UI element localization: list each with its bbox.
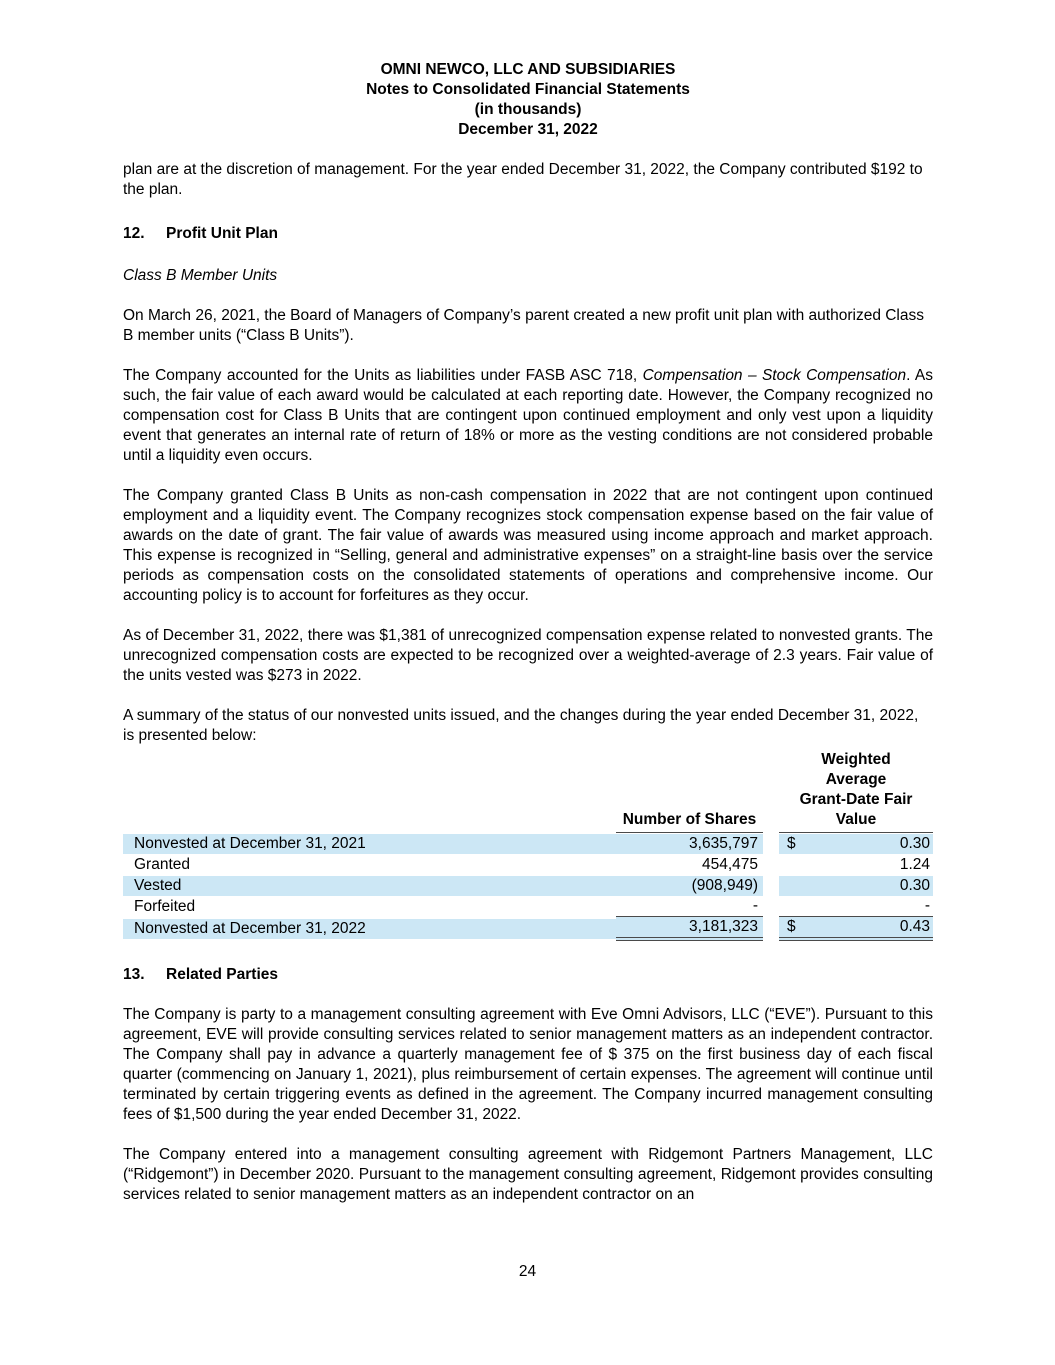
value-header-line-1: Weighted <box>821 751 891 768</box>
value-header-line-2: Average <box>825 771 887 788</box>
value-header-line-4: Value <box>835 811 877 828</box>
section-13-heading <box>123 965 933 985</box>
statement-date: December 31, 2022 <box>458 121 598 138</box>
value-column-header <box>779 750 933 833</box>
currency-symbol: $ <box>787 834 796 852</box>
paragraph-2-text-continued: . As such, the fair value of each award would be calculated at each reporting date. However, the Company recognized no compensation cost for Class B Units that are contingent upon continued employment and only vest upon a liquidity event that generates an internal rate of return of 18% or more as the vesting conditions are not considered probable until a liquidity even occurs. <box>123 367 933 464</box>
row-value-cell <box>779 855 933 875</box>
section-13-title: Related Parties <box>166 966 278 983</box>
row-value: 0.30 <box>899 834 930 852</box>
row-value-cell <box>779 896 933 917</box>
row-value-cell <box>779 917 933 941</box>
row-value-cell <box>779 834 933 854</box>
intro-paragraph: plan are at the discretion of management. For the year ended December 31, 2022, the Company contributed $192 to the plan. <box>123 161 923 198</box>
row-value: 0.30 <box>899 876 930 894</box>
paragraph-2-citation: Compensation – Stock Compensation <box>642 367 907 384</box>
row-label: Nonvested at December 31, 2022 <box>123 919 616 939</box>
row-label: Vested <box>123 876 616 896</box>
section-12-paragraph-1: On March 26, 2021, the Board of Managers of Company’s parent created a new profit unit plan with authorized Class B member units (“Class B Units”). <box>123 307 924 344</box>
units-note: (in thousands) <box>474 101 582 118</box>
table-row <box>123 854 933 875</box>
row-shares: 3,635,797 <box>616 834 763 854</box>
section-12-paragraph-2 <box>123 366 933 466</box>
row-shares: 454,475 <box>701 855 758 873</box>
shares-column-header: Number of Shares <box>616 810 763 833</box>
row-value: 1.24 <box>899 855 930 873</box>
value-header-line-3: Grant-Date Fair <box>799 791 913 808</box>
paragraph-2-text: The Company accounted for the Units as liabilities under FASB ASC 718, <box>123 367 643 384</box>
row-label: Forfeited <box>134 897 196 915</box>
row-shares: (908,949) <box>616 876 763 896</box>
row-value-cell <box>779 876 933 896</box>
table-row <box>123 875 933 896</box>
row-label: Nonvested at December 31, 2021 <box>123 834 616 854</box>
section-12-paragraph-4: As of December 31, 2022, there was $1,381 of unrecognized compensation expense related to nonvested grants. The unrecognized compensation costs are expected to be recognized over a weighted-average of 2.3 years. Fair value of the units vested was $273 in 2022. <box>123 627 933 684</box>
row-value: - <box>924 897 930 914</box>
section-12-paragraph-5: A summary of the status of our nonvested units issued, and the changes during the year ended December 31, 2022, is presented below: <box>123 707 919 744</box>
table-row <box>123 833 933 854</box>
section-13-paragraph-1: The Company is party to a management consulting agreement with Eve Omni Advisors, LLC (“EVE”). Pursuant to this agreement, EVE will provide consulting services related to senior management matters as an independent contractor. The Company shall pay in advance a quarterly management fee of $ 375 on the first business day of each fiscal quarter (commencing on January 1, 2021), plus reimbursement of certain expenses. The agreement will continue until terminated by certain triggering events as defined in the agreement. The Company incurred management consulting fees of $1,500 during the year ended December 31, 2022. <box>123 1006 933 1123</box>
document-title: Notes to Consolidated Financial Statements <box>366 81 690 98</box>
section-12-number: 12. <box>123 225 145 242</box>
currency-symbol: $ <box>787 918 796 935</box>
page-content <box>123 60 933 1205</box>
page-number: 24 <box>518 1263 537 1280</box>
table-total-row <box>123 917 933 941</box>
row-shares: 3,181,323 <box>616 917 763 941</box>
section-12-heading <box>123 224 933 244</box>
row-value: 0.43 <box>899 918 930 935</box>
table-header-row <box>123 750 933 833</box>
section-12-title: Profit Unit Plan <box>166 225 278 242</box>
nonvested-units-table <box>123 750 933 941</box>
section-13-paragraph-2: The Company entered into a management consulting agreement with Ridgemont Partners Management, LLC (“Ridgemont”) in December 2020. Pursuant to the management consulting agreement, Ridgemont provides consulting services related to senior management matters as an independent contractor on an <box>123 1146 933 1203</box>
section-12-paragraph-3: The Company granted Class B Units as non-cash compensation in 2022 that are not contingent upon continued employment and a liquidity event. The Company recognizes stock compensation expense based on the fair value of awards on the date of grant. The fair value of awards was measured using income approach and market approach. This expense is recognized in “Selling, general and administrative expenses” on a straight-line basis over the service periods as compensation costs on the consolidated statements of operations and comprehensive income. Our accounting policy is to account for forfeitures as they occur. <box>123 487 933 604</box>
company-name: OMNI NEWCO, LLC AND SUBSIDIARIES <box>380 61 676 78</box>
class-b-subheading: Class B Member Units <box>123 267 278 284</box>
row-label: Granted <box>134 855 191 873</box>
row-shares: - <box>616 896 763 917</box>
table-row <box>123 896 933 917</box>
section-13-number: 13. <box>123 966 145 983</box>
document-header <box>123 60 933 140</box>
